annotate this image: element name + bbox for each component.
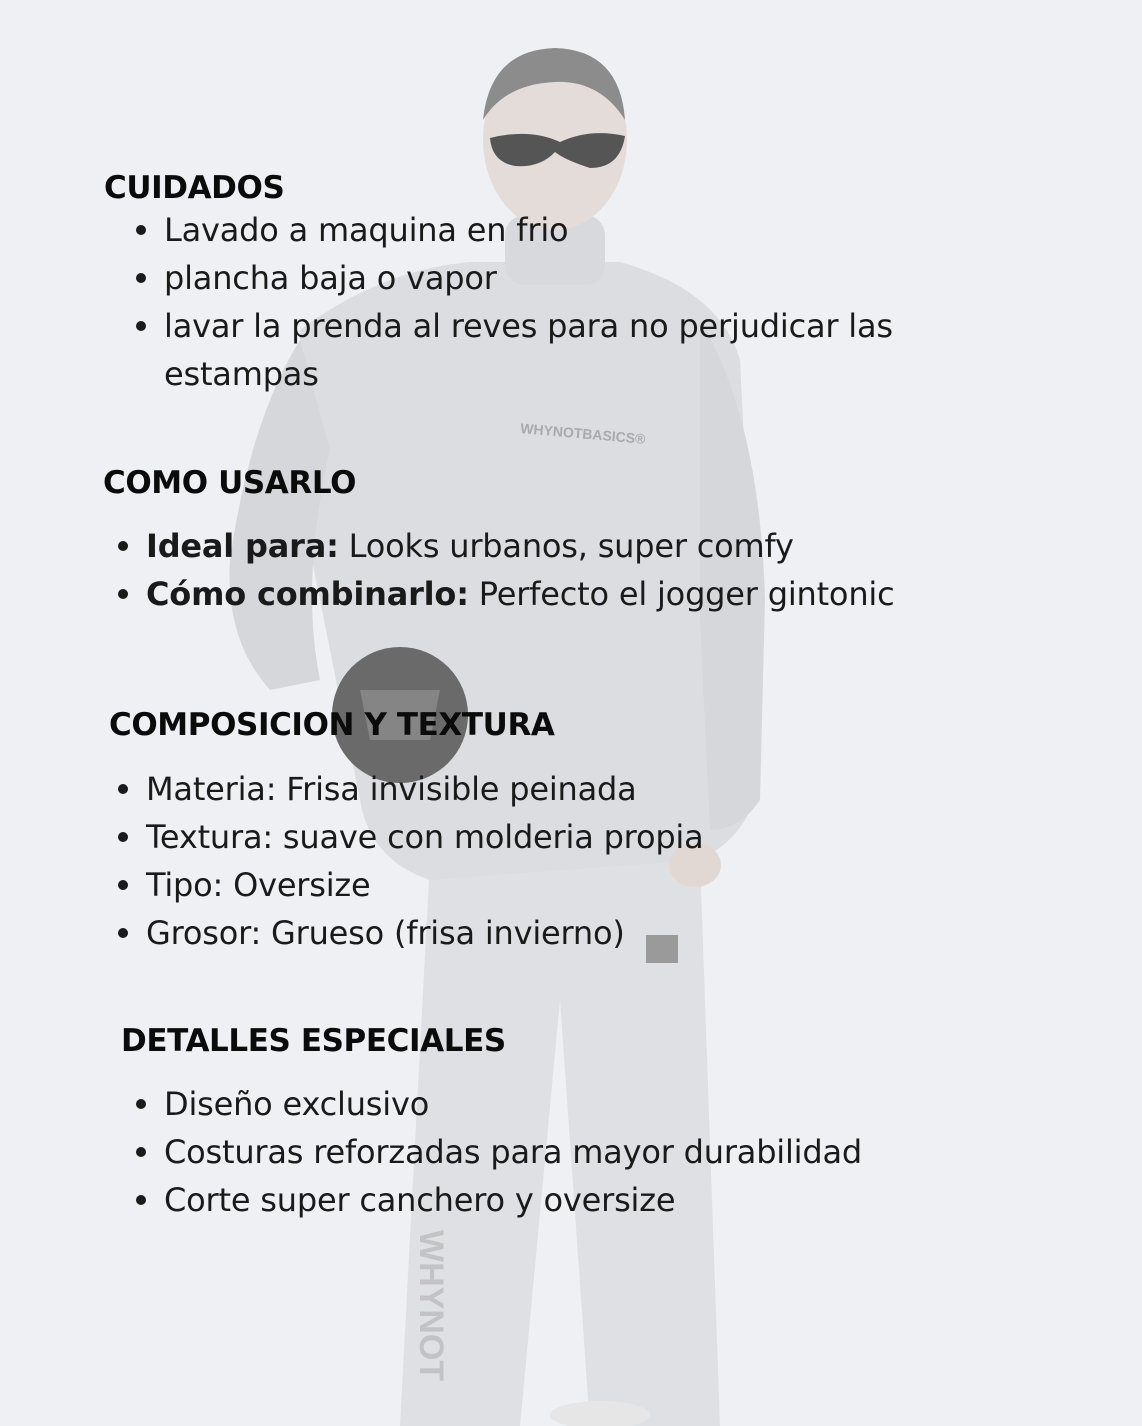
- como-usarlo-list: [118, 522, 1018, 618]
- section-title-composicion: COMPOSICION Y TEXTURA: [109, 707, 555, 743]
- list-item: Materia: Frisa invisible peinada: [118, 765, 918, 813]
- list-item: Corte super canchero y oversize: [136, 1176, 936, 1224]
- list-item: Textura: suave con molderia propia: [118, 813, 918, 861]
- list-item: [118, 522, 1018, 570]
- list-item: plancha baja o vapor: [136, 254, 936, 302]
- brand-print-text: WHYNOTBASICS®: [519, 420, 647, 447]
- list-item: [118, 570, 1018, 618]
- list-item: Diseño exclusivo: [136, 1080, 936, 1128]
- section-title-como-usarlo: COMO USARLO: [103, 465, 357, 501]
- list-item: Costuras reforzadas para mayor durabilidad: [136, 1128, 936, 1176]
- item-label: Cómo combinarlo:: [146, 575, 469, 613]
- list-item: Tipo: Oversize: [118, 861, 918, 909]
- detalles-list: [136, 1080, 936, 1224]
- item-label: Ideal para:: [146, 527, 339, 565]
- cuidados-list: [136, 206, 936, 398]
- item-text: Perfecto el jogger gintonic: [468, 575, 895, 613]
- list-item: lavar la prenda al reves para no perjudicar las estampas: [136, 302, 904, 398]
- section-title-cuidados: CUIDADOS: [104, 170, 285, 206]
- composicion-list: [118, 765, 918, 957]
- item-text: Looks urbanos, super comfy: [338, 527, 794, 565]
- svg-text:WHYNOT: WHYNOT: [412, 1230, 450, 1382]
- section-title-detalles: DETALLES ESPECIALES: [121, 1023, 506, 1059]
- list-item: Lavado a maquina en frio: [136, 206, 936, 254]
- list-item: Grosor: Grueso (frisa invierno): [118, 909, 918, 957]
